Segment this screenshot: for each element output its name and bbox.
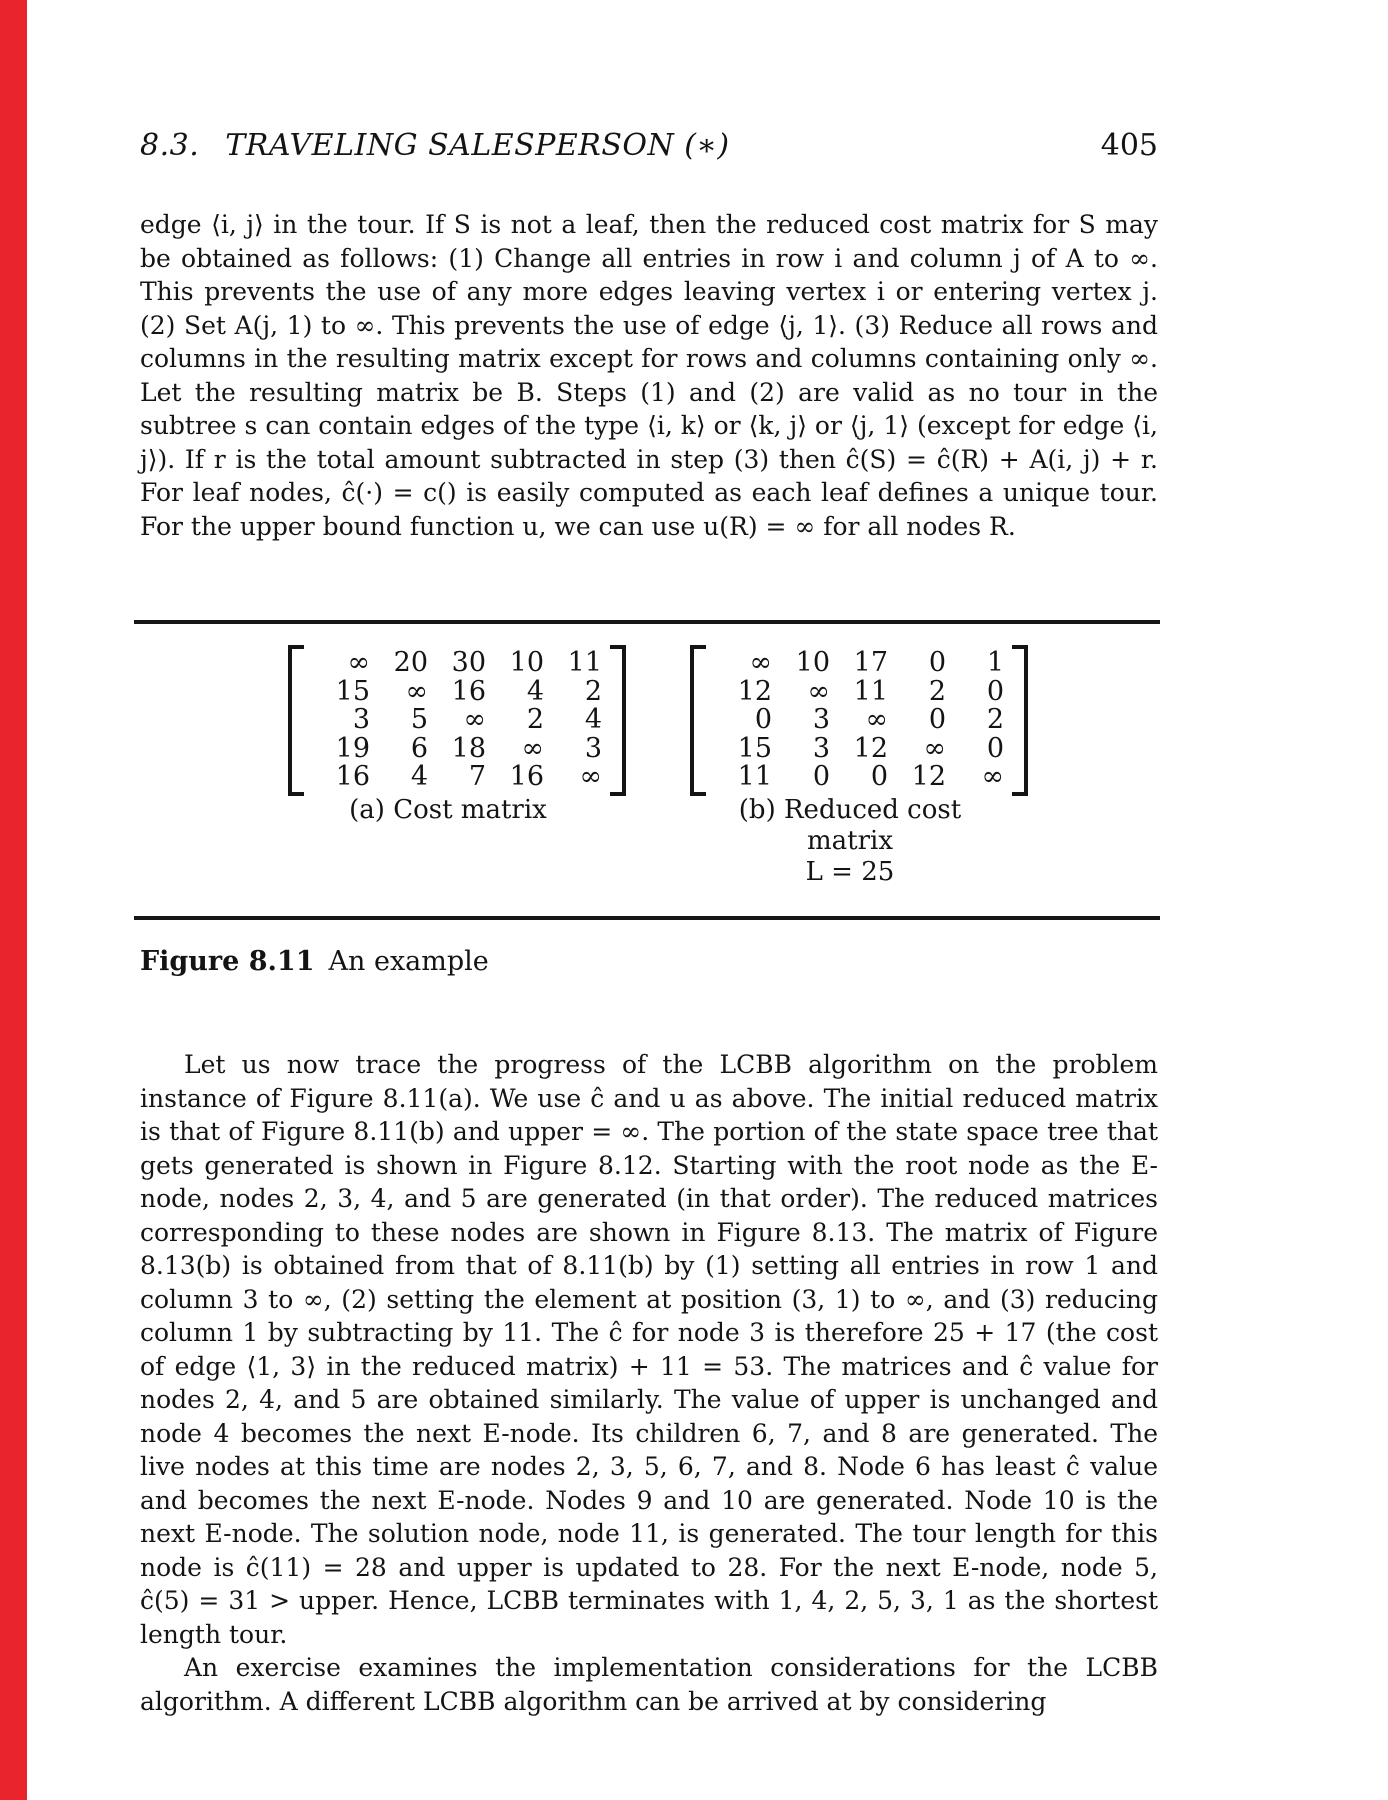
reduced-caption-line1: (b) Reduced cost — [738, 795, 962, 825]
matrix-cell: ∞ — [463, 704, 486, 736]
cost-matrix-grid — [312, 645, 602, 796]
matrix-cell: 3 — [812, 704, 830, 736]
matrix-cell: 10 — [795, 647, 830, 678]
reduced-caption-line3: L = 25 — [805, 857, 895, 887]
cost-matrix — [288, 645, 626, 796]
paragraph-1: edge ⟨i, j⟩ in the tour. If S is not a leaf, then the reduced cost matrix for S may be obtained as follows: (1) Change all entries in row i and column j of A to ∞. This prevents the use of any more edges leaving vertex i or entering vertex j. (2) Set A(j, 1) to ∞. This prevents the use of edge ⟨j, 1⟩. (3) Reduce all rows and columns in the resulting matrix except for rows and columns containing only ∞. Let the resulting matrix be B. Steps (1) and (2) are valid as no tour in the subtree s can contain edges of the type ⟨i, k⟩ or ⟨k, j⟩ or ⟨j, 1⟩ (except for edge ⟨i, j⟩). If r is the total amount subtracted in step (3) then ĉ(S) = ĉ(R) + A(i, j) + r. For leaf nodes, ĉ(·) = c() is easily computed as each leaf defines a unique tour. For the upper bound function u, we can use u(R) = ∞ for all nodes R. — [140, 210, 1158, 541]
matrix-cell: 2 — [928, 675, 946, 707]
matrix-cell: ∞ — [405, 675, 428, 707]
lower-text-block — [140, 1048, 1158, 1718]
matrix-cell: 0 — [754, 704, 772, 736]
matrix-cell: 3 — [584, 732, 602, 764]
matrix-row — [714, 649, 1004, 678]
figure-caption — [140, 946, 489, 977]
matrix-cell: 1 — [986, 647, 1004, 678]
matrix-cell: 19 — [335, 732, 370, 764]
matrix-cell: 16 — [451, 675, 486, 707]
matrix-cell: 15 — [335, 675, 370, 707]
scan-edge-stripe — [0, 0, 27, 1800]
matrix-cell: 12 — [853, 732, 888, 764]
matrix-cell: 2 — [526, 704, 544, 736]
matrix-cell: 4 — [410, 761, 428, 793]
matrix-row — [714, 763, 1004, 792]
matrix-cell: 30 — [451, 647, 486, 678]
section-heading — [140, 128, 730, 163]
reduced-cost-matrix-grid — [714, 645, 1004, 796]
matrix-cell: 0 — [812, 761, 830, 793]
matrix-cell: ∞ — [749, 647, 772, 678]
matrix-cell: 15 — [737, 732, 772, 764]
matrix-cell: 11 — [853, 675, 888, 707]
section-number: 8.3. — [140, 128, 200, 163]
matrix-cell: 11 — [737, 761, 772, 793]
matrix-cell: 0 — [986, 732, 1004, 764]
matrix-cell: 12 — [911, 761, 946, 793]
matrix-cell: ∞ — [347, 647, 370, 678]
matrix-cell: 7 — [468, 761, 486, 793]
page-number: 405 — [1100, 128, 1158, 163]
running-header — [140, 128, 1158, 163]
figure-bottom-rule — [134, 916, 1160, 920]
matrix-cell: 12 — [737, 675, 772, 707]
matrix-cell: ∞ — [807, 675, 830, 707]
matrix-cell: 10 — [509, 647, 544, 678]
paragraph-3: An exercise examines the implementation considerations for the LCBB algorithm. A different LCBB algorithm can be arrived at by considering — [140, 1653, 1158, 1716]
matrix-row — [312, 732, 602, 764]
matrix-cell: 0 — [986, 675, 1004, 707]
book-page — [140, 0, 1158, 1800]
matrix-cell: ∞ — [981, 761, 1004, 793]
paragraph-2: Let us now trace the progress of the LCBB algorithm on the problem instance of Figure 8.11(a). We use ĉ and u as above. The initial reduced matrix is that of Figure 8.11(b) and upper = ∞. The portion of the state space tree that gets generated is shown in Figure 8.12. Starting with the root node as the E-node, nodes 2, 3, 4, and 5 are generated (in that order). The reduced matrices corresponding to these nodes are shown in Figure 8.13. The matrix of Figure 8.13(b) is obtained from that of 8.11(b) by (1) setting all entries in row 1 and column 3 to ∞, (2) setting the element at position (3, 1) to ∞, and (3) reducing column 1 by subtracting by 11. The ĉ for node 3 is therefore 25 + 17 (the cost of edge ⟨1, 3⟩ in the reduced matrix) + 11 = 53. The matrices and ĉ value for nodes 2, 4, and 5 are obtained similarly. The value of upper is unchanged and node 4 becomes the next E-node. Its children 6, 7, and 8 are generated. The live nodes at this time are nodes 2, 3, 5, 6, 7, and 8. Node 6 has least ĉ value and becomes the next E-node. Nodes 9 and 10 are generated. Node 10 is the next E-node. The solution node, node 11, is generated. The tour length for this node is ĉ(11) = 28 and upper is updated to 28. For the next E-node, node 5, ĉ(5) = 31 > upper. Hence, LCBB terminates with 1, 4, 2, 5, 3, 1 as the shortest length tour. — [140, 1050, 1158, 1649]
matrix-cell: ∞ — [579, 761, 602, 793]
matrix-cell: ∞ — [923, 732, 946, 764]
matrix-cell: 17 — [853, 647, 888, 678]
matrix-row — [312, 649, 602, 678]
reduced-caption-line2: matrix — [806, 826, 893, 856]
matrix-cell: 6 — [410, 732, 428, 764]
matrix-right-bracket — [610, 645, 626, 796]
matrix-cell: 18 — [451, 732, 486, 764]
matrix-row — [312, 763, 602, 792]
matrix-cell: 4 — [526, 675, 544, 707]
matrix-row — [312, 675, 602, 707]
matrix-cell: 11 — [567, 647, 602, 678]
matrix-row — [714, 706, 1004, 735]
figure-top-rule — [134, 620, 1160, 624]
matrix-cell: ∞ — [521, 732, 544, 764]
matrix-cell: 5 — [410, 704, 428, 736]
matrix-cell: 2 — [584, 675, 602, 707]
matrix-left-bracket — [288, 645, 304, 796]
reduced-cost-matrix-caption — [690, 795, 1010, 888]
matrix-cell: 4 — [584, 704, 602, 736]
section-title: TRAVELING SALESPERSON (∗) — [225, 128, 730, 163]
matrix-cell: ∞ — [865, 704, 888, 736]
figure-caption-text: An example — [328, 946, 489, 977]
matrix-cell: 16 — [509, 761, 544, 793]
matrix-row — [312, 706, 602, 735]
matrix-row — [714, 675, 1004, 707]
matrix-row — [714, 732, 1004, 764]
matrix-left-bracket — [690, 645, 706, 796]
matrix-cell: 20 — [393, 647, 428, 678]
cost-matrix-caption: (a) Cost matrix — [349, 795, 547, 825]
matrix-cell: 0 — [928, 647, 946, 678]
matrix-cell: 2 — [986, 704, 1004, 736]
matrix-cell: 3 — [352, 704, 370, 736]
matrix-cell: 3 — [812, 732, 830, 764]
matrix-cell: 0 — [928, 704, 946, 736]
matrix-right-bracket — [1012, 645, 1028, 796]
matrix-cell: 0 — [870, 761, 888, 793]
matrix-cell: 16 — [335, 761, 370, 793]
figure-label: Figure 8.11 — [140, 946, 315, 977]
reduced-cost-matrix — [690, 645, 1028, 796]
